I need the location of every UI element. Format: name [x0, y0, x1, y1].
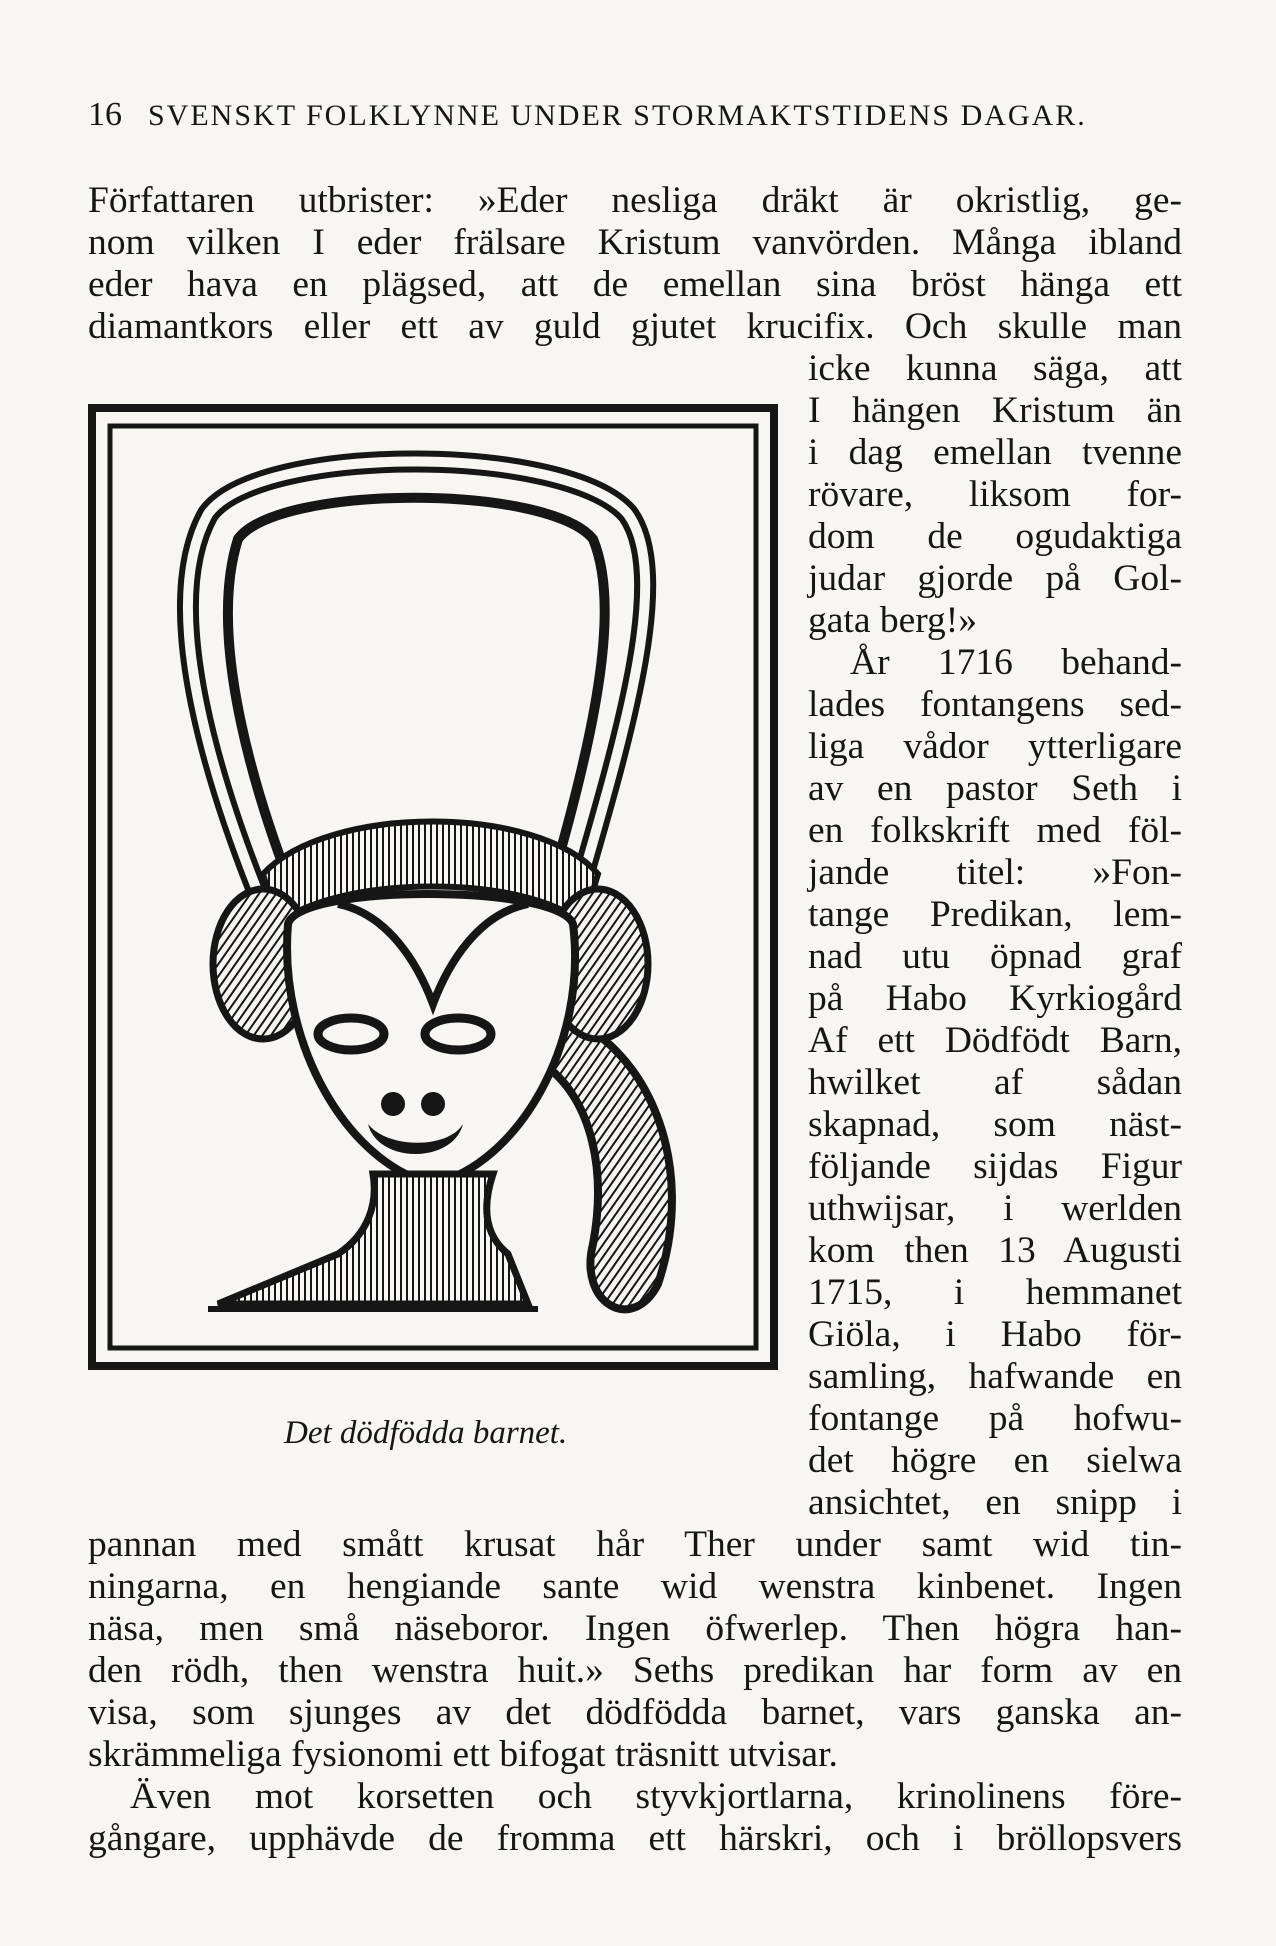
text-line: nad utu öpnad graf	[808, 936, 1182, 977]
text-line: icke kunna säga, att	[808, 348, 1182, 389]
text-line: Giöla, i Habo för-	[808, 1314, 1182, 1355]
text-line: dom de ogudaktiga	[808, 516, 1182, 557]
text-line: av en pastor Seth i	[808, 768, 1182, 809]
woodcut-figure	[88, 404, 780, 1370]
text-line: lades fontangens sed-	[808, 684, 1182, 725]
text-line: ansichtet, en snipp i	[808, 1482, 1182, 1523]
text-line: diamantkors eller ett av guld gjutet krucifix. Och skulle man	[88, 306, 1182, 347]
text-line: den rödh, then wenstra huit.» Seths predikan har form av en	[88, 1650, 1182, 1691]
text-line: judar gjorde på Gol-	[808, 558, 1182, 599]
text-line: I hängen Kristum än	[808, 390, 1182, 431]
text-line: gångare, upphävde de fromma ett härskri, och i bröllopsvers	[88, 1818, 1182, 1859]
text-line: gata berg!»	[808, 600, 978, 641]
text-line: skapnad, som näst-	[808, 1104, 1182, 1145]
text-line: en folkskrift med föl-	[808, 810, 1182, 851]
page-number: 16	[88, 96, 122, 133]
text-line: visa, som sjunges av det dödfödda barnet, vars ganska an-	[88, 1692, 1182, 1733]
text-line: jande titel: »Fon-	[808, 852, 1182, 893]
text-line: kom then 13 Augusti	[808, 1230, 1182, 1271]
text-line: uthwijsar, i werlden	[808, 1188, 1182, 1229]
text-line: skrämmeliga fysionomi ett bifogat träsnitt utvisar.	[88, 1734, 838, 1775]
text-line: samling, hafwande en	[808, 1356, 1182, 1397]
text-line: Författaren utbrister: »Eder nesliga dräkt är okristlig, ge-	[88, 180, 1182, 221]
text-line: det högre en sielwa	[808, 1440, 1182, 1481]
text-line: hwilket af sådan	[808, 1062, 1182, 1103]
text-line: 1715, i hemmanet	[808, 1272, 1182, 1313]
stillborn-child-woodcut-image	[88, 404, 780, 1370]
text-line: ningarna, en hengiande sante wid wenstra kinbenet. Ingen	[88, 1566, 1182, 1607]
running-header	[88, 96, 1188, 134]
running-title: SVENSKT FOLKLYNNE UNDER STORMAKTSTIDENS DAGAR.	[148, 99, 1087, 132]
text-line: näsa, men små näseboror. Ingen öfwerlep. Then högra han-	[88, 1608, 1182, 1649]
text-line: Även mot korsetten och styvkjortlarna, krinolinens före-	[130, 1776, 1182, 1817]
text-line: eder hava en plägsed, att de emellan sina bröst hänga ett	[88, 264, 1182, 305]
text-line: tange Predikan, lem-	[808, 894, 1182, 935]
text-line: År 1716 behand-	[850, 642, 1182, 683]
text-line: i dag emellan tvenne	[808, 432, 1182, 473]
text-line: pannan med smått krusat hår Ther under samt wid tin-	[88, 1524, 1182, 1565]
text-line: rövare, liksom for-	[808, 474, 1182, 515]
text-line: Af ett Dödfödt Barn,	[808, 1020, 1182, 1061]
figure-caption: Det dödfödda barnet.	[284, 1415, 568, 1451]
text-line: på Habo Kyrkiogård	[808, 978, 1182, 1019]
text-line: nom vilken I eder frälsare Kristum vanvörden. Många ibland	[88, 222, 1182, 263]
text-line: fontange på hofwu-	[808, 1398, 1182, 1439]
text-line: liga vådor ytterligare	[808, 726, 1182, 767]
text-line: följande sijdas Figur	[808, 1146, 1182, 1187]
